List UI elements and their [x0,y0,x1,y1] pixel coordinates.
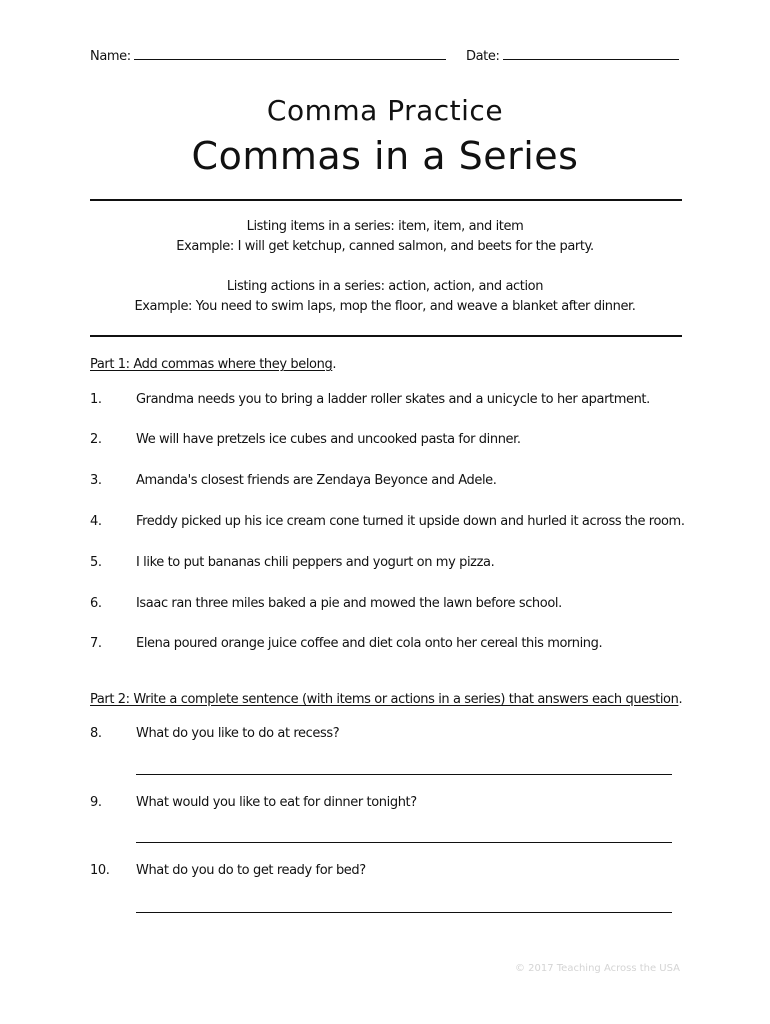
intro-rule-items: Listing items in a series: item, item, and item [246,219,524,234]
intro-example-actions: Example: You need to swim laps, mop the floor, and weave a blanket after dinner. [134,299,636,314]
item-number: 7. [90,636,102,651]
item-sentence: We will have pretzels ice cubes and uncooked pasta for dinner. [136,432,521,447]
question-text: What do you do to get ready for bed? [136,863,366,878]
middle-divider [90,335,682,337]
question-number: 8. [90,726,102,741]
date-row [466,48,679,64]
name-field[interactable] [134,48,446,60]
question-number: 10. [90,863,110,878]
item-number: 3. [90,473,102,488]
question-text: What would you like to eat for dinner tonight? [136,795,417,810]
part2-heading [90,692,682,707]
answer-line[interactable] [136,842,672,843]
item-sentence: Freddy picked up his ice cream cone turned it upside down and hurled it across the room. [136,514,685,529]
item-number: 2. [90,432,102,447]
item-sentence: Elena poured orange juice coffee and diet cola onto her cereal this morning. [136,636,603,651]
name-row [90,48,446,64]
item-number: 5. [90,555,102,570]
item-number: 4. [90,514,102,529]
part2-heading-punct: . [678,692,683,707]
answer-line[interactable] [136,774,672,775]
page-subtitle: Comma Practice [266,94,504,127]
question-number: 9. [90,795,102,810]
date-field[interactable] [503,48,679,60]
answer-line[interactable] [136,912,672,913]
name-label: Name: [90,49,131,64]
item-sentence: Isaac ran three miles baked a pie and mowed the lawn before school. [136,596,562,611]
item-sentence: Grandma needs you to bring a ladder roller skates and a unicycle to her apartment. [136,392,650,407]
item-sentence: I like to put bananas chili peppers and yogurt on my pizza. [136,555,495,570]
date-label: Date: [466,49,500,64]
part2-heading-text: Part 2: Write a complete sentence (with items or actions in a series) that answers each question [90,692,679,707]
copyright-footer: © 2017 Teaching Across the USA [514,963,680,974]
intro-example-items: Example: I will get ketchup, canned salmon, and beets for the party. [176,239,594,254]
item-number: 1. [90,392,102,407]
intro-rule-actions: Listing actions in a series: action, action, and action [226,279,544,294]
part1-heading-punct: . [332,357,337,372]
part1-heading-text: Part 1: Add commas where they belong [90,357,333,372]
item-sentence: Amanda's closest friends are Zendaya Beyonce and Adele. [136,473,497,488]
top-divider [90,199,682,201]
part1-heading [90,357,336,372]
question-text: What do you like to do at recess? [136,726,340,741]
page-title: Commas in a Series [191,134,579,178]
item-number: 6. [90,596,102,611]
